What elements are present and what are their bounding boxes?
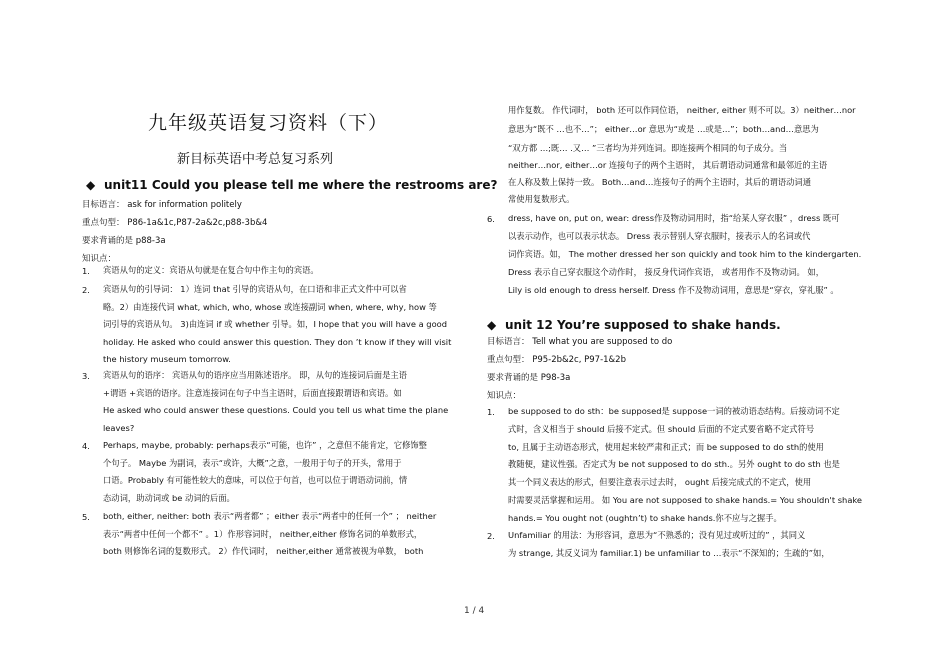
- list-item-line: He asked who could answer these questions. Could you tell us what time the plane: [103, 405, 449, 415]
- list-item-number: 3.: [82, 371, 90, 381]
- list-item-line: 宾语从句的引导词： 1）连词 that 引导的宾语从句，在口语和非正式文件中可以省: [103, 284, 407, 294]
- list-item-number: 2.: [487, 531, 495, 541]
- list-item-line: 口语。Probably 有可能性较大的意味，可以位于句首，也可以位于谓语动词前，情: [103, 475, 408, 485]
- list-item-line: be supposed to do sth：be supposed是 suppose一词的被动语态结构。后接动词不定: [508, 406, 840, 416]
- list-item-line: to, 且属于主动语态形式，使用起来较严肃和正式；而 be supposed to do sth的使用: [508, 441, 824, 452]
- list-item-line: 略。2）由连接代词 what, which, who, whose 或连接副词 when, where, why, how 等: [103, 301, 437, 312]
- list-item-line: 时需要灵活掌握和运用。 如 You are not supposed to shake hands.= You shouldn't shake: [508, 495, 863, 505]
- unit11-key-patterns: 重点句型： P86-1a&1c,P87-2a&2c,p88-3b&4: [82, 218, 268, 228]
- list-item-number: 6.: [487, 214, 495, 224]
- list-item-line: 态动词，助动词或 be 动词的后面。: [103, 492, 235, 503]
- list-item-line: 教随便，建议性强。否定式为 be not supposed to do sth.。另外 ought to do sth 也是: [508, 459, 840, 470]
- page-subtitle: 新目标英语中考总复习系列: [177, 152, 334, 167]
- list-item-line: 在人称及数上保持一致。 Both…and…连接句子的两个主语时，其后的谓语动词通: [508, 177, 812, 187]
- list-item-line: 常使用复数形式。: [508, 194, 575, 204]
- list-item-line: neither…nor, either…or 连接句子的两个主语时， 其后谓语动词通常和最邻近的主语: [508, 160, 828, 170]
- diamond-bullet-icon: ◆: [86, 178, 96, 192]
- list-item-line: 其一个同义表达的形式，但要注意表示过去时， ought 后接完成式的不定式，使用: [508, 477, 812, 488]
- list-item-line: Unfamiliar 的用法：为形容词，意思为“不熟悉的；没有见过或听过的” ，其同义: [508, 530, 806, 540]
- unit11-knowledge-label: 知识点：: [82, 254, 117, 264]
- list-item-number: 4.: [82, 441, 90, 451]
- list-item-line: 表示“两者中任何一个都不” 。1）作形容词时， neither,either 修饰名词的单数形式，: [103, 528, 423, 539]
- unit11-recite: 要求背诵的是 p88-3a: [82, 236, 166, 246]
- list-item-line: Perhaps, maybe, probably: perhaps表示“可能，也许” ，之意但不能肯定，它修饰整: [103, 440, 427, 450]
- list-item-number: 1.: [487, 407, 495, 417]
- unit12-key-patterns: 重点句型： P95-2b&2c, P97-1&2b: [487, 355, 626, 365]
- list-item-line: 宾语从句的语序： 宾语从句的语序应当用陈述语序。 即，从句的连接词后面是主语: [103, 370, 407, 380]
- list-item-line: hands.= You ought not (oughtn’t) to shake hands.你不应与之握手。: [508, 512, 782, 523]
- unit12-heading: [487, 318, 781, 332]
- list-item-line: 式时，含义相当于 should 后接不定式。但 should 后面的不定式要省略不定式符号: [508, 423, 815, 434]
- unit11-heading: [86, 178, 497, 192]
- list-item-line: 意思为“既不 …也不…”； either…or 意思为“或是 …或是…”；both…and…意思为: [508, 124, 819, 134]
- list-item-line: both 则修饰名词的复数形式。 2）作代词时， neither,either 通常被视为单数， both: [103, 546, 424, 556]
- page-number: 1 / 4: [464, 606, 485, 616]
- list-item-line: 用作复数。 作代词时， both 还可以作同位语， neither, either 则不可以。3）neither…nor: [508, 105, 856, 115]
- list-item-line: 以表示动作，也可以表示状态。 Dress 表示替别人穿衣服时，接表示人的名词或代: [508, 231, 811, 241]
- list-item-line: 词引导的宾语从句。 3)由连词 if 或 whether 引导。如，I hope that you will have a good: [103, 319, 447, 329]
- list-item-line: 宾语从句的定义：宾语从句就是在复合句中作主句的宾语。: [103, 265, 319, 275]
- list-item-line: 词作宾语。如， The mother dressed her son quickly and took him to the kindergarten.: [508, 249, 862, 259]
- list-item-number: 5.: [82, 512, 90, 522]
- diamond-bullet-icon: ◆: [487, 318, 497, 332]
- unit11-goal: 目标语言： ask for information politely: [82, 200, 242, 210]
- unit12-recite: 要求背诵的是 P98-3a: [487, 373, 571, 383]
- unit12-goal: 目标语言： Tell what you are supposed to do: [487, 337, 673, 347]
- list-item-line: dress, have on, put on, wear: dress作及物动词用时，指“给某人穿衣服” ，dress 既可: [508, 213, 840, 223]
- page-title: 九年级英语复习资料（下）: [148, 112, 389, 134]
- list-item-number: 1.: [82, 266, 90, 276]
- list-item-line: “双方都 …;既… .又… ”三者均为并列连词。即连接两个相同的句子成分。当: [508, 143, 788, 153]
- list-item-line: the history museum tomorrow.: [103, 354, 231, 364]
- list-item-line: leaves?: [103, 422, 135, 433]
- unit12-knowledge-label: 知识点：: [487, 391, 522, 401]
- list-item-line: Lily is old enough to dress herself. Dress 作不及物动词用，意思是“穿衣，穿礼服” 。: [508, 285, 839, 295]
- list-item-number: 2.: [82, 285, 90, 295]
- list-item-line: 个句子。 Maybe 为副词，表示“或许，大概”之意，一般用于句子的开头，常用于: [103, 457, 402, 468]
- unit11-heading-text: unit11 Could you please tell me where the restrooms are?: [104, 178, 498, 192]
- list-item-line: both, either, neither: both 表示“两者都” ；either 表示“两者中的任何一个” ； neither: [103, 511, 437, 521]
- unit12-heading-text: unit 12 You’re supposed to shake hands.: [505, 318, 781, 332]
- list-item-line: Dress 表示自己穿衣服这个动作时， 接反身代词作宾语， 或者用作不及物动词。 如，: [508, 267, 825, 277]
- list-item-line: +谓语 +宾语的语序。注意连接词在句子中当主语时，后面直接跟谓语和宾语。如: [103, 387, 402, 398]
- list-item-line: 为 strange, 其反义词为 familiar.1) be unfamiliar to …表示“不深知的；生疏的”如，: [508, 547, 830, 558]
- list-item-line: holiday. He asked who could answer this question. They don ’t know if they will visit: [103, 336, 452, 347]
